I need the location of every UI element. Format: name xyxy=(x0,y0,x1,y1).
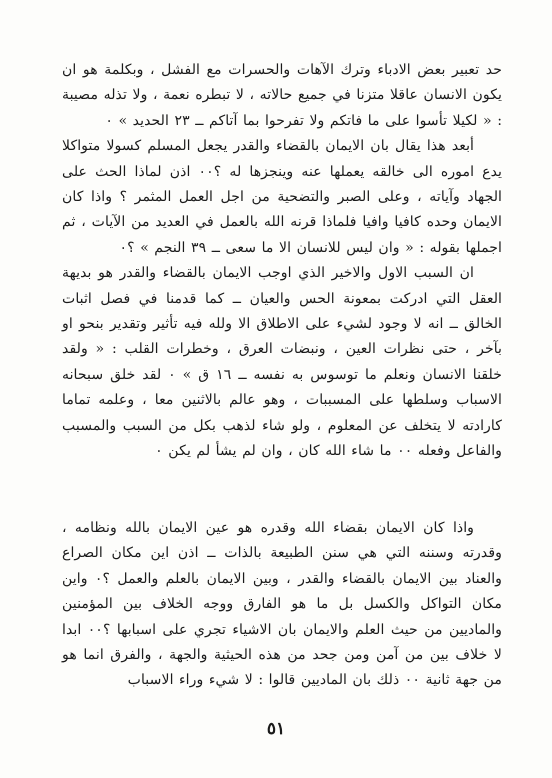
paragraph-3: ان السبب الاول والاخير الذي اوجب الايمان بالقضاء والقدر هو بديهة العقل التي ادركت بمعونة الحس والعيان ــ كما قدمنا في فصل اثبات الخالق ــ انه لا وجود لشيء على الاطلاق الا ولله فيه تأثير وتقدير بنحو او بآخر ، حتى نظرات العين ، ونبضات العرق ، وخطرات القلب : « ولقد خلقنا الانسان ونعلم ما توسوس به نفسه ــ ١٦ ق » ٠ لقد خلق سبحانه الاسباب وسلطها على المسببات ، وهو عالم بالاثنين معا ، وعلمه تماما كارادته لا يتخلف عن المعلوم ، ولو شاء لذهب بكل من السبب والمسبب والفاعل وفعله ٠٠ ما شاء الله كان ، وان لم يشأ لم يكن ٠ xyxy=(62,265,503,460)
paragraph-1: حد تعبير بعض الادباء وترك الآهات والحسرات مع الفشل ، وبكلمة هو ان يكون الانسان عاقلا متزنا في جميع حالاته ، لا تبطره نعمة ، ولا تذله مصيبة : « لكيلا تأسوا على ما فاتكم ولا تفرحوا بما آتاكم ــ ٢٣ الحديد » ٠ xyxy=(62,62,502,129)
paragraph-4: واذا كان الايمان بقضاء الله وقدره هو عين الايمان بالله ونظامه ، وقدرته وسننه التي هي سنن الطبيعة بالذات ــ اذن اين مكان الصراع والعناد بين الايمان بالقضاء والقدر ، وبين الايمان بالعلم والعمل ؟٠ واين مكان التواكل والكسل بل ما هو الفارق ووجه الخلاف بين المؤمنين والماديين من حيث العلم والايمان بان الاشياء تجري على اسبابها ؟٠٠ ابدا لا خلاف بين من آمن ومن جحد من هذه الحيثية والجهة ، والفرق انما هو من جهة ثانية ٠٠ ذلك بان الماديين قالوا : لا شيء وراء الاسباب xyxy=(62,520,502,689)
text-block-bottom xyxy=(62,516,502,694)
text-block-top xyxy=(62,58,502,465)
paragraph-2: أبعد هذا يقال بان الايمان بالقضاء والقدر يجعل المسلم كسولا متواكلا يدع اموره الى خالقه يعملها عنه وينجزها له ؟٠٠ اذن لماذا الحث على الجهاد وآياته ، وعلى الصبر والتضحية من اجل العمل المثمر ؟ واذا كان الايمان وحده كافيا وافيا فلماذا قرنه الله بالعمل في العديد من الآيات ، ثم اجملها بقوله : « وان ليس للانسان الا ما سعى ــ ٣٩ النجم » ؟٠ xyxy=(62,138,502,256)
page-number: ٥١ xyxy=(266,719,286,739)
